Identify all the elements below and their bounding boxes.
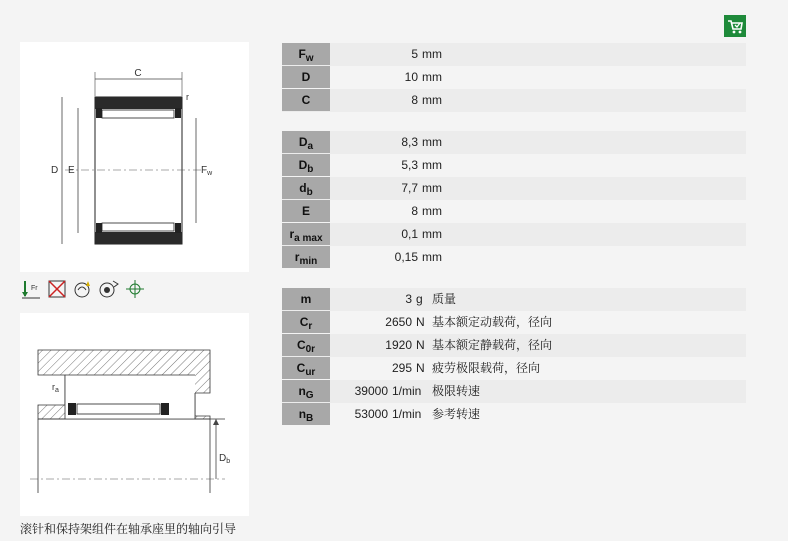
- parameter-value: 0,15: [394, 250, 418, 264]
- table-row: [282, 223, 746, 246]
- table-row: [282, 380, 746, 403]
- parameter-symbol: $C_{ur}$: [282, 357, 330, 379]
- dim-e-label: E: [68, 165, 75, 176]
- table-row: [282, 200, 746, 223]
- table-row: [282, 288, 746, 311]
- feature-icon-row: [20, 278, 146, 302]
- parameter-symbol: E: [282, 200, 330, 222]
- dim-d-label: D: [51, 165, 59, 176]
- cart-icon[interactable]: [724, 15, 746, 37]
- dim-fw-label: $F_w$: [201, 165, 213, 177]
- parameter-unit: mm: [422, 250, 442, 264]
- parameter-unit: N: [416, 338, 425, 352]
- table-row: [282, 246, 746, 269]
- target-icon[interactable]: [124, 278, 146, 300]
- parameter-unit: mm: [422, 227, 442, 241]
- parameter-value: 1920: [385, 338, 412, 352]
- parameter-unit: mm: [422, 47, 442, 61]
- mounting-dimensions-table: [282, 131, 746, 269]
- table-row: [282, 334, 746, 357]
- parameter-description: 参考转速: [432, 407, 481, 421]
- parameter-symbol: $n_B$: [282, 403, 330, 425]
- table-row: [282, 154, 746, 177]
- table-row: [282, 177, 746, 200]
- no-tilt-icon[interactable]: [46, 278, 68, 300]
- table-row: [282, 357, 746, 380]
- parameter-symbol: D: [282, 66, 330, 88]
- parameter-symbol: $C_r$: [282, 311, 330, 333]
- seal-icon[interactable]: [98, 278, 120, 300]
- parameter-value: 8,3: [401, 135, 418, 149]
- parameter-unit: g: [416, 292, 423, 306]
- dim-c-label: C: [134, 68, 142, 79]
- parameter-unit: N: [416, 315, 425, 329]
- drawing-caption: 滚针和保持架组件在轴承座里的轴向引导: [20, 522, 237, 536]
- parameter-unit: 1/min: [392, 384, 422, 398]
- parameter-value: 53000: [354, 407, 388, 421]
- parameter-value: 7,7: [401, 181, 418, 195]
- table-row: [282, 131, 746, 154]
- parameter-value: 295: [391, 361, 412, 375]
- lubrication-icon[interactable]: [72, 278, 94, 300]
- parameter-symbol: $d_b$: [282, 177, 330, 199]
- parameter-value: 2650: [385, 315, 412, 329]
- dim-ra-label: $r_a$: [52, 382, 59, 394]
- parameter-symbol: $n_G$: [282, 380, 330, 402]
- parameter-description: 基本额定静载荷，径向: [432, 338, 553, 352]
- parameter-description: 极限转速: [432, 384, 481, 398]
- parameter-unit: mm: [422, 70, 442, 84]
- parameter-value: 5,3: [401, 158, 418, 172]
- dim-db-label: $D_b$: [219, 453, 231, 465]
- parameter-symbol: $F_w$: [282, 43, 330, 65]
- svg-text:Fr: Fr: [31, 285, 38, 292]
- dim-r-label: r: [186, 92, 189, 102]
- axial-load-icon[interactable]: [20, 278, 42, 300]
- load-ratings-table: [282, 288, 746, 426]
- parameter-value: 39000: [354, 384, 388, 398]
- parameter-value: 0,1: [401, 227, 418, 241]
- parameter-symbol: m: [282, 288, 330, 310]
- table-row: [282, 66, 746, 89]
- parameter-value: 5: [411, 47, 418, 61]
- parameter-description: 疲劳极限载荷，径向: [432, 361, 541, 375]
- parameter-symbol: $D_a$: [282, 131, 330, 153]
- parameter-symbol: C: [282, 89, 330, 111]
- parameter-unit: mm: [422, 181, 442, 195]
- parameter-unit: mm: [422, 204, 442, 218]
- table-row: [282, 403, 746, 426]
- parameter-symbol: $r_{min}$: [282, 246, 330, 268]
- housing-mounting-drawing: [20, 313, 249, 516]
- parameter-description: 质量: [432, 292, 457, 306]
- parameter-symbol: $r_{a max}$: [282, 223, 330, 245]
- dimensions-table: [282, 43, 746, 112]
- parameter-unit: mm: [422, 158, 442, 172]
- table-row: [282, 311, 746, 334]
- parameter-unit: mm: [422, 93, 442, 107]
- parameter-unit: N: [416, 361, 425, 375]
- bearing-section-drawing: [20, 42, 249, 272]
- parameter-symbol: $C_{0r}$: [282, 334, 330, 356]
- parameter-value: 3: [405, 292, 412, 306]
- parameter-value: 10: [404, 70, 418, 84]
- parameter-symbol: $D_b$: [282, 154, 330, 176]
- parameter-value: 8: [411, 204, 418, 218]
- parameter-unit: 1/min: [392, 407, 422, 421]
- table-row: [282, 89, 746, 112]
- parameter-description: 基本额定动载荷，径向: [432, 315, 553, 329]
- parameter-unit: mm: [422, 135, 442, 149]
- table-row: [282, 43, 746, 66]
- parameter-value: 8: [411, 93, 418, 107]
